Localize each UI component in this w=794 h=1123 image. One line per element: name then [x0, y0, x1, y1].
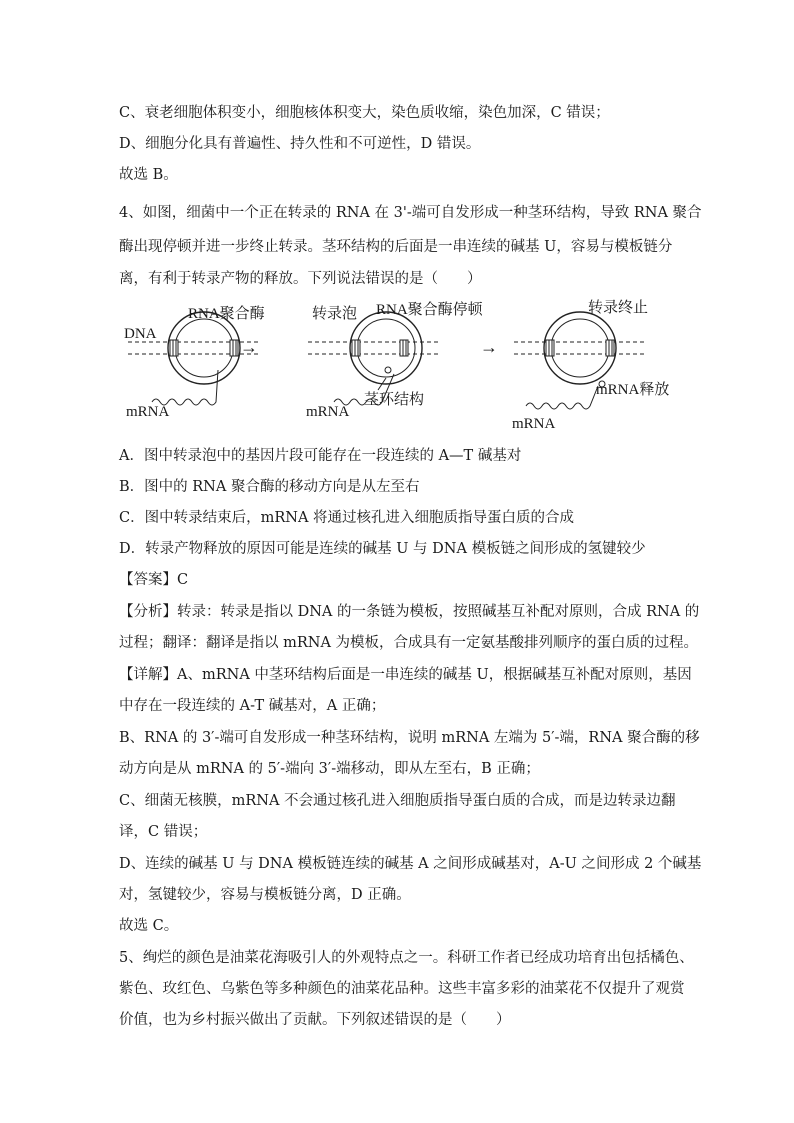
mrna-strand	[152, 370, 218, 405]
question-4-stem-line-3: 离，有利于转录产物的释放。下列说法错误的是（ ）	[119, 271, 482, 287]
transcription-bubble-shape	[175, 319, 233, 377]
previous-option-c: C、衰老细胞体积变小，细胞核体积变大，染色质收缩，染色加深，C 错误；	[119, 105, 610, 121]
option-b: B．图中的 RNA 聚合酶的移动方向是从左至右	[119, 479, 420, 495]
arrow-1: →	[240, 337, 258, 357]
answer: 【答案】C	[119, 572, 189, 588]
rna-polymerase-shape	[168, 312, 240, 384]
question-5-stem-line-3: 价值，也为乡村振兴做出了贡献。下列叙述错误的是（ ）	[119, 1012, 511, 1028]
released-mrna-strand	[526, 386, 598, 409]
question-5-stem-line-2: 紫色、玫红色、乌紫色等多种颜色的油菜花品种。这些丰富多彩的油菜花不仅提升了观赏	[119, 981, 685, 997]
arrow-2: →	[480, 337, 498, 357]
hairpin-loop-shape	[385, 367, 391, 373]
detail-line-4: 动方向是从 mRNA 的 5′-端向 3′-端移动，即从左至右，B 正确；	[119, 761, 540, 777]
label-mrna-3: mRNA	[512, 416, 556, 432]
panel-transcribing	[124, 305, 265, 420]
analysis-line-2: 过程；翻译：翻译是指以 mRNA 为模板，合成具有一定氨基酸排列顺序的蛋白质的过程。	[119, 635, 699, 651]
label-dna: DNA	[124, 326, 157, 342]
previous-option-d: D、细胞分化具有普遍性、持久性和不可逆性，D 错误。	[119, 136, 481, 152]
panel-pause	[306, 301, 484, 420]
question-4-conclusion: 故选 C。	[119, 918, 179, 934]
analysis-line-1: 【分析】转录：转录是指以 DNA 的一条链为模板，按照碱基互补配对原则，合成 RNA 的	[119, 604, 700, 620]
detail-line-7: D、连续的碱基 U 与 DNA 模板链连续的碱基 A 之间形成碱基对，A-U 之间形成 2 个碱基	[119, 856, 702, 872]
label-rna-polymerase: RNA聚合酶	[188, 306, 265, 322]
label-mrna-1: mRNA	[126, 404, 170, 420]
label-hairpin: 茎环结构	[364, 392, 425, 408]
question-5-stem-line-1: 5、绚烂的颜色是油菜花海吸引人的外观特点之一。科研工作者已经成功培育出包括橘色、	[119, 950, 694, 966]
question-4-stem-line-2: 酶出现停顿并进一步终止转录。茎环结构的后面是一串连续的碱基 U，容易与模板链分	[119, 239, 673, 255]
detail-line-1: 【详解】A、mRNA 中茎环结构后面是一串连续的碱基 U，根据碱基互补配对原则，基因	[119, 667, 692, 683]
previous-conclusion: 故选 B。	[119, 167, 178, 183]
label-mrna-2: mRNA	[306, 404, 350, 420]
option-c: C．图中转录结束后，mRNA 将通过核孔进入细胞质指导蛋白质的合成	[119, 510, 575, 526]
transcription-diagram	[118, 294, 683, 434]
detail-line-8: 对，氢键较少，容易与模板链分离，D 正确。	[119, 887, 411, 903]
label-polymerase-pause: RNA聚合酶停顿	[376, 302, 483, 318]
label-mrna-release: mRNA释放	[596, 382, 670, 398]
option-a: A．图中转录泡中的基因片段可能存在一段连续的 A—T 碱基对	[119, 448, 522, 464]
option-d: D．转录产物释放的原因可能是连续的碱基 U 与 DNA 模板链之间形成的氢键较少	[119, 541, 646, 557]
detail-line-5: C、细菌无核膜，mRNA 不会通过核孔进入细胞质指导蛋白质的合成，而是边转录边翻	[119, 793, 676, 809]
label-transcription-bubble: 转录泡	[312, 306, 358, 322]
question-4-stem-line-1: 4、如图，细菌中一个正在转录的 RNA 在 3'-端可自发形成一种茎环结构，导致 RNA 聚合	[119, 205, 702, 221]
detail-line-2: 中存在一段连续的 A-T 碱基对，A 正确；	[119, 698, 386, 714]
label-termination: 转录终止	[588, 300, 649, 316]
detail-line-3: B、RNA 的 3′-端可自发形成一种茎环结构，说明 mRNA 左端为 5′-端，RNA 聚合酶的移	[119, 730, 700, 746]
detail-line-6: 译，C 错误；	[119, 824, 208, 840]
panel-termination	[512, 299, 669, 432]
